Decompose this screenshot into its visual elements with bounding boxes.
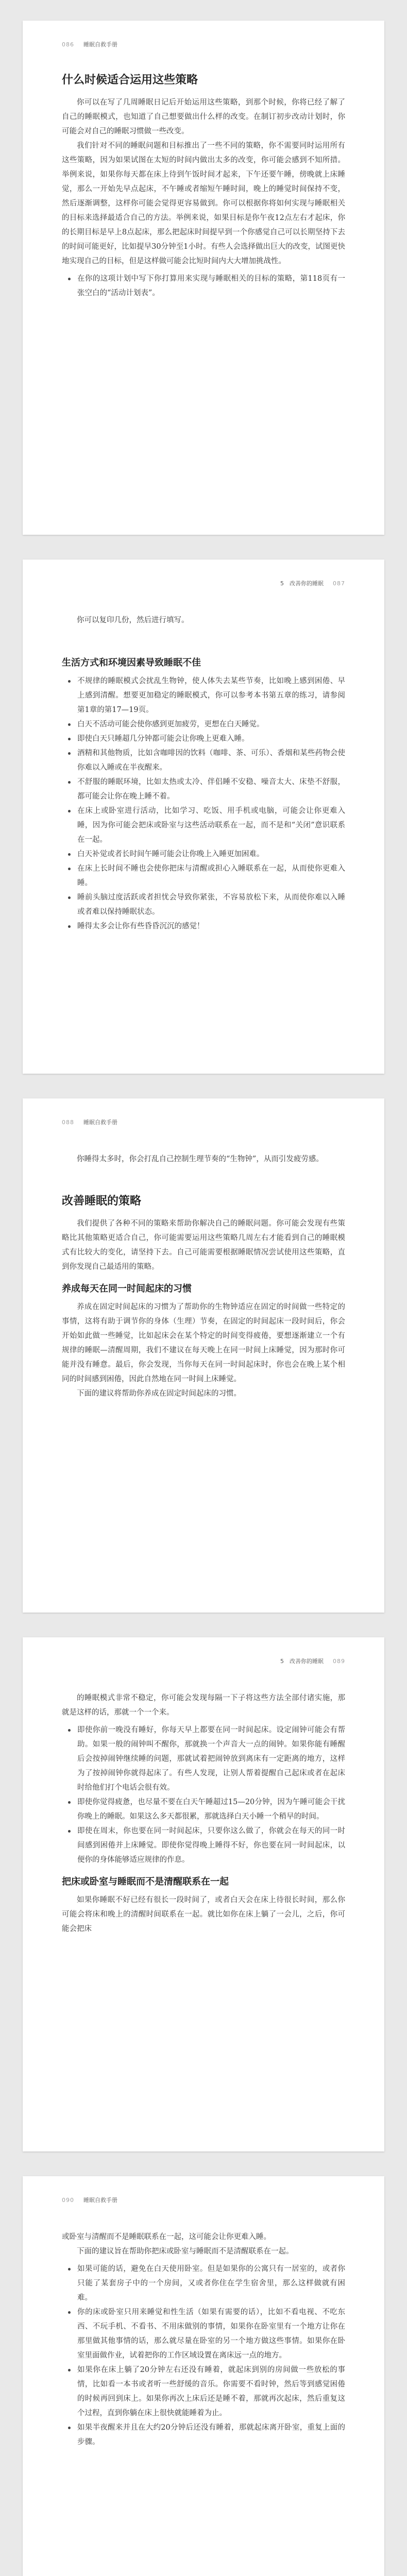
page-header <box>280 579 345 587</box>
bullet-item: 如果你在床上躺了20分钟左右还没有睡着，就起床到别的房间做一些放松的事情，比如看一本书或者听一些舒缓的音乐。你需要不看时钟，然后等到感觉困倦的时候再回到床上。如果你再次上床后还是睡不着，那就再次起床，然后重复这个过程，直到你躺在床上很快就能睡着为止。 <box>62 2363 345 2420</box>
page-number: 088 <box>62 1118 74 1126</box>
bullet-list <box>62 2262 345 2449</box>
bullet-item: 你的床或卧室只用来睡觉和性生活（如果有需要的话），比如不看电视、不吃东西、不玩手机、不看书、不用床做别的事情，如果你在卧室里有一个地方让你在那里做其他事情的话，那么就尽量在卧室的另一个地方做这些事情。如果你在卧室里面做作业，试着把你的工作区域设置在离床远一点的地方。 <box>62 2305 345 2363</box>
running-title: 5 改善你的睡眠 <box>280 580 324 587</box>
section-heading: 什么时候适合运用这些策略 <box>62 74 198 87</box>
bullet-list <box>62 674 345 934</box>
page-number: 089 <box>333 1657 345 1665</box>
page-header <box>62 2196 117 2204</box>
section-subheading: 把床或卧室与睡眠而不是清醒联系在一起 <box>62 1876 229 1887</box>
bullet-item: 酒精和其他物质，比如含咖啡因的饮料（咖啡、茶、可乐）、香烟和某些药物会使你难以入睡或在半夜醒来。 <box>62 746 345 775</box>
bullet-item: 即使你前一晚没有睡好，你每天早上都要在同一时间起床。设定闹钟可能会有帮助。如果一般的闹钟叫不醒你，那就换一个声音大一点的闹钟。如果你能有睡醒后会按掉闹钟继续睡的问题，那就试着把闹钟放到离床有一定距离的地方，这样为了按掉闹钟你就得起床了。有些人发现，让别人帮着提醒自己起床或者在起床时给他们打个电话会很有效。 <box>62 1723 345 1795</box>
paragraph: 你睡得太多时，你会打乱自己控制生理节奏的“生物钟”，从而引发疲劳感。 <box>77 1155 324 1163</box>
section-subheading: 养成每天在同一时间起床的习惯 <box>62 1283 192 1294</box>
book-page-089 <box>23 1637 384 2151</box>
page-number: 086 <box>62 41 74 48</box>
paragraph: 我们提供了各种不同的策略来帮助你解决自己的睡眠问题。你可能会发现有些策略比其他策略更适合自己，你可能需要运用这些策略几周左右才能看到自己的睡眠模式有比较大的变化，请坚持下去。自己可能需要根据睡眠情况尝试使用这些策略，直到你发现自己最适用的策略。 <box>62 1219 345 1271</box>
bullet-item: 在你的这项计划中写下你打算用来实现与睡眠相关的目标的策略，第118页有一张空白的“活动计划表”。 <box>62 272 345 300</box>
book-page-086 <box>23 21 384 535</box>
paragraph: 下面的建议将帮助你养成在固定时间起床的习惯。 <box>77 1389 241 1398</box>
page-header <box>280 1657 345 1665</box>
bullet-item: 即使白天只睡超几分钟都可能会让你晚上更难入睡。 <box>62 732 345 746</box>
book-page-088 <box>23 1098 384 1613</box>
section-heading: 改善睡眠的策略 <box>62 1195 142 1208</box>
section-subheading: 生活方式和环境因素导致睡眠不佳 <box>62 657 201 668</box>
bullet-item: 白天不活动可能会使你感到更加疲劳，更想在白天睡觉。 <box>62 717 345 732</box>
bullet-item: 在床上或卧室进行活动，比如学习、吃饭、用手机或电脑，可能会让你更难入睡，因为你可能会把床或卧室与这些活动联系在一起，而不是和“关闭”意识联系在一起。 <box>62 804 345 847</box>
bullet-list <box>62 1723 345 1867</box>
running-title: 睡眠自救手册 <box>83 2197 117 2204</box>
bullet-list <box>62 272 345 300</box>
paragraph: 的睡眠模式非常不稳定，你可能会发现每隔一下子将这些方法全部付诸实施，那就是这样的话，那就一个一个来。 <box>62 1694 345 1717</box>
bullet-item: 如果可能的话，避免在白天使用卧室。但是如果你的公寓只有一居室的，或者你只能了某套房子中的一个房间，又或者你住在学生宿舍里，那么这样做就有困难。 <box>62 2262 345 2305</box>
running-title: 睡眠自救手册 <box>83 41 117 48</box>
bullet-item: 如果半夜醒来并且在大约20分钟后还没有睡着，那就起床离开卧室，重复上面的步骤。 <box>62 2420 345 2449</box>
book-page-090 <box>23 2176 384 2576</box>
running-title: 睡眠自救手册 <box>83 1119 117 1126</box>
page-header <box>62 40 117 48</box>
bullet-item: 在床上长时间不睡也会使你把床与清醒或担心入睡联系在一起，从而使你更难入睡。 <box>62 861 345 890</box>
page-number: 087 <box>333 580 345 587</box>
bullet-item: 白天补觉或者长时间午睡可能会让你晚上入睡更加困难。 <box>62 847 345 861</box>
bullet-item: 不舒服的睡眠环境，比如太热或太冷、伴侣睡不安稳、噪音太大、床垫不舒服，都可能会让你在晚上睡不着。 <box>62 775 345 804</box>
paragraph: 我们针对不同的睡眠问题和目标推出了一些不同的策略，你不需要同时运用所有这些策略，因为如果试图在太短的时间内做出太多的改变，你可能会感到不知所措。举例来说，如果你每天都在床上待到午饭时间才起来，下午还要午睡，傍晚就上床睡觉，那么一开始先早点起床，不午睡或者缩短午睡时间，晚上的睡觉时间保持不变，然后逐渐调整，这样你可能会觉得更容易做到。你可以根据你将如何实现与睡眠相关的目标来选择最适合自己的方法。举例来说，如果目标是你午夜12点左右才起床，你的长期目标是早上8点起床，那么把起床时间提早到一个你感觉自己可以长期坚持下去的时间可能更好，比如提早30分钟至1小时。有些人会选择做出巨大的改变，试图更快地实现自己的目标，但是这样做可能会比短时间内大大增加挑战性。 <box>62 142 345 265</box>
paragraph: 你可以在写了几周睡眠日记后开始运用这些策略，到那个时候，你将已经了解了自己的睡眠模式，也知道了自己想要做出什么样的改变。在制订初步改动计划时，你可能会对自己的睡眠习惯做一些改变。 <box>62 98 345 135</box>
bullet-item: 即使你觉得疲惫，也尽量不要在白天午睡超过15—20分钟，因为午睡可能会干扰你晚上的睡眠。如果这么多天都很累，那就选择白天小睡一个稍早的时间。 <box>62 1795 345 1824</box>
paragraph: 如果你睡眠不好已经有很长一段时间了，或者白天会在床上待很长时间，那么你可能会将床和晚上的清醒时间联系在一起。就比如你在床上躺了一会儿，之后，你可能会把床 <box>62 1896 345 1933</box>
book-page-087 <box>23 560 384 1074</box>
paragraph: 下面的建议旨在帮助你把床或卧室与睡眠而不是清醒联系在一起。 <box>77 2247 294 2256</box>
bullet-item: 睡得太多会让你有些昏昏沉沉的感觉！ <box>62 919 345 934</box>
page-number: 090 <box>62 2196 74 2204</box>
bullet-item: 即使在周末，你也要在同一时间起床，只要你这么做了，你就会在每天的同一时间感到困倦并上床睡觉。即使你觉得晚上睡得不好，你也要在同一时间起床，以便你的身体能够适应规律的作息。 <box>62 1824 345 1867</box>
bullet-item: 睡前头脑过度活跃或者担忧会导致你紧张，不容易放松下来，从而使你难以入睡或者难以保持睡眠状态。 <box>62 890 345 919</box>
paragraph: 养成在固定时间起床的习惯为了帮助你的生物钟适应在固定的时间做一些特定的事情，这将有助于调节你的身体（生理）节奏，在固定的时间起床一段时间后，你会开始如此做一些睡觉，比如起床会在某个特定的时间变得疲倦，要想逐渐建立一个有规律的睡眠—清醒周期，我们不建议在每天晚上在同一时间上床睡觉，因为那时你可能并没有睡意。最后，你会发现，当你每天在同一时间起床时，你也会在晚上某个相同的时间感到困倦，因此自然地在同一时间上床睡觉。 <box>62 1303 345 1383</box>
paragraph: 或卧室与清醒而不是睡眠联系在一起，这可能会让你更难入睡。 <box>62 2233 271 2241</box>
running-title: 5 改善你的睡眠 <box>280 1658 324 1665</box>
paragraph: 你可以复印几份，然后进行填写。 <box>77 616 189 624</box>
bullet-item: 不规律的睡眠模式会扰乱生物钟，使人体失去某些节奏，比如晚上感到困倦、早上感到清醒。想要更加稳定的睡眠模式，你可以参考本书第五章的练习，请参阅第1章的第17—19页。 <box>62 674 345 717</box>
page-header <box>62 1118 117 1126</box>
